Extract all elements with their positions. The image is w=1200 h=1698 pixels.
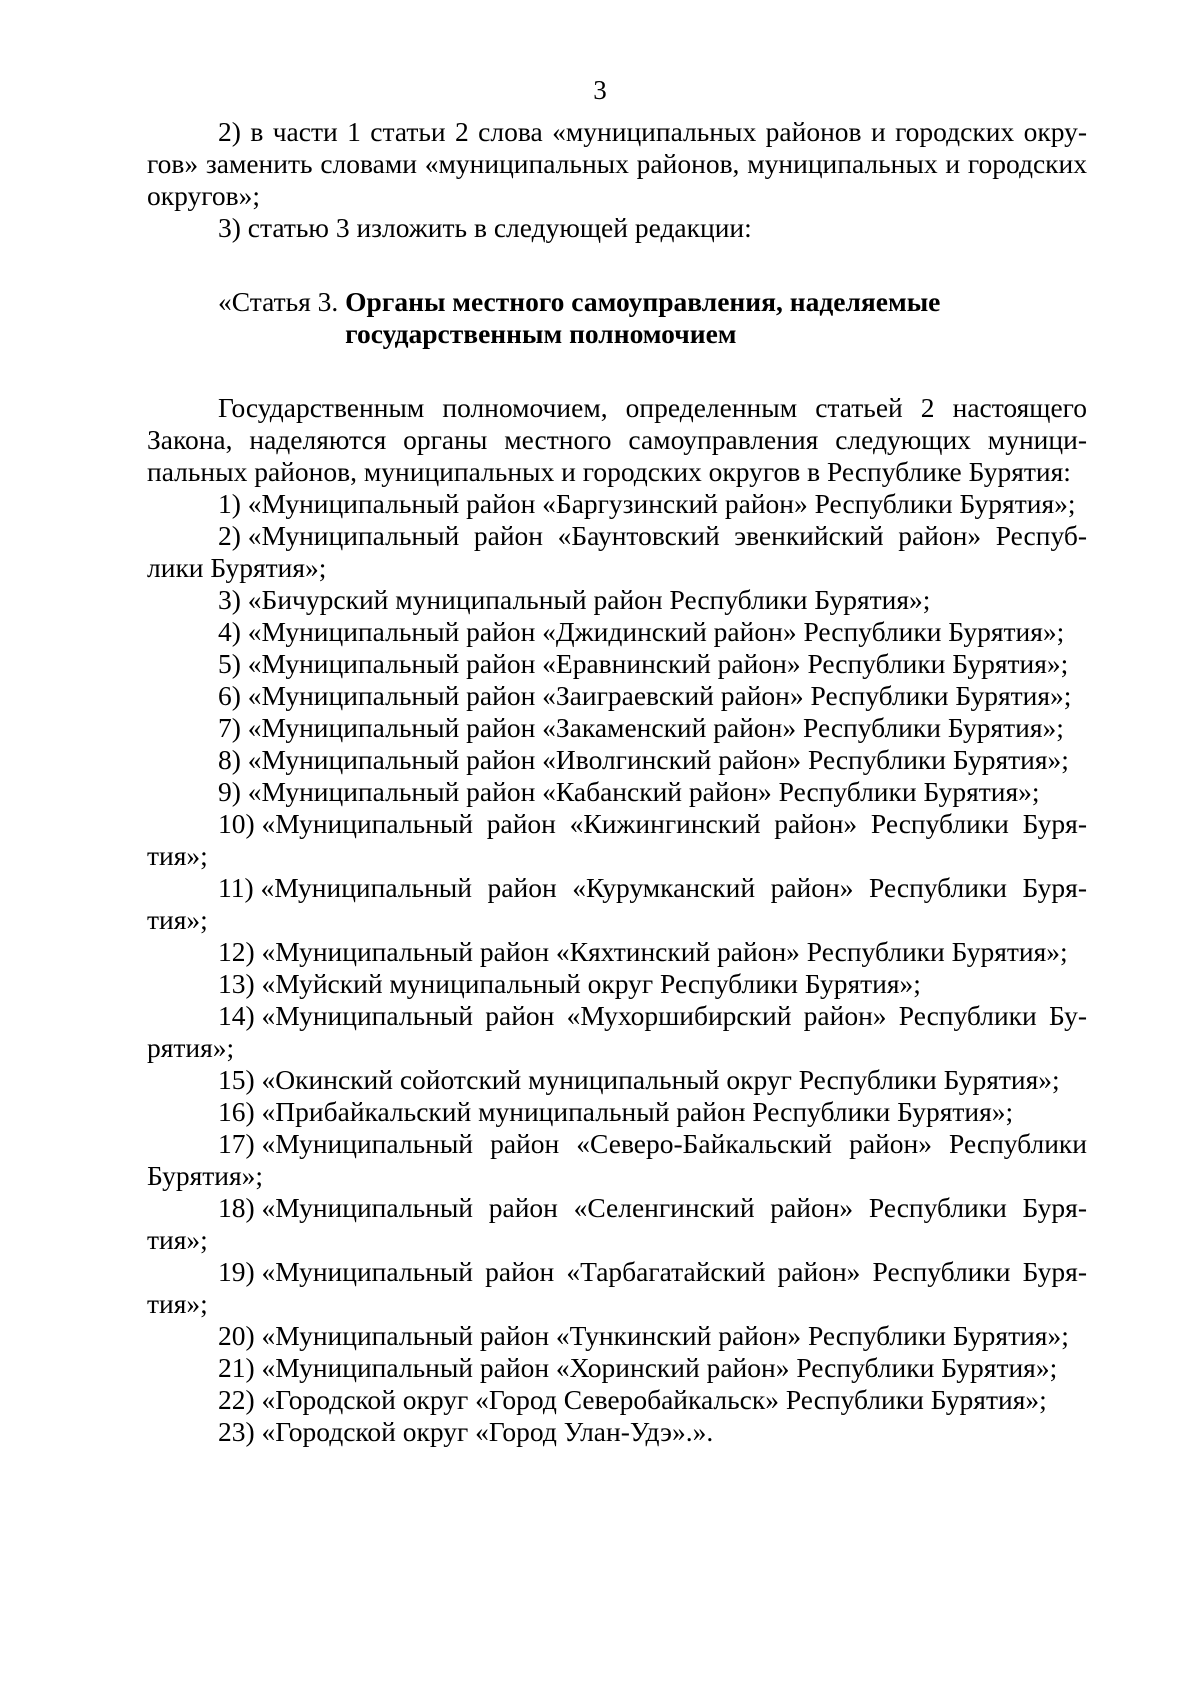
list-item-number: 10)	[218, 808, 255, 839]
list-item-number: 1)	[218, 488, 241, 519]
article-title: Органы местного самоуправления, наделяемые государственным полномочием	[345, 286, 941, 349]
list-item-number: 15)	[218, 1064, 255, 1095]
list-item	[147, 680, 1087, 712]
list-item-text: «Муниципальный район «Закаменский район» Республики Бурятия»;	[247, 712, 1064, 743]
list-item	[147, 1000, 1087, 1064]
list-item-number: 21)	[218, 1352, 255, 1383]
list-item	[147, 1416, 1087, 1448]
list-item-text: «Муниципальный район «Баргузинский район» Республики Бурятия»;	[247, 488, 1076, 519]
list-item-text: «Муниципальный район «Северо-Байкальский район» Республики Бурятия»;	[147, 1128, 1087, 1191]
list-item-text: «Муниципальный район «Иволгинский район» Республики Бурятия»;	[247, 744, 1069, 775]
list-item-number: 22)	[218, 1384, 255, 1415]
list-item-text: «Бичурский муниципальный район Республики Бурятия»;	[247, 584, 931, 615]
list-item-text: «Муниципальный район «Джидинский район» Республики Бурятия»;	[247, 616, 1065, 647]
list-item-text: «Окинский сойотский муниципальный округ Республики Бурятия»;	[261, 1064, 1060, 1095]
list-item-text: «Городской округ «Город Улан-Удэ».».	[261, 1416, 714, 1447]
list-item	[147, 1320, 1087, 1352]
list-item	[147, 712, 1087, 744]
list-item	[147, 616, 1087, 648]
list-item-text: «Муниципальный район «Кижингинский район» Республики Бурятия»;	[147, 808, 1087, 871]
list-item	[147, 968, 1087, 1000]
list-item	[147, 584, 1087, 616]
list-item-text: «Муниципальный район «Тарбагатайский район» Республики Бурятия»;	[147, 1256, 1087, 1319]
list-item-text: «Муниципальный район «Еравнинский район» Республики Бурятия»;	[247, 648, 1069, 679]
list-item-text: «Муниципальный район «Баунтовский эвенкийский район» Республики Бурятия»;	[147, 520, 1087, 583]
list-item	[147, 1352, 1087, 1384]
municipality-list	[147, 488, 1087, 1448]
list-item-number: 19)	[218, 1256, 255, 1287]
list-item-text: «Муйский муниципальный округ Республики Бурятия»;	[261, 968, 921, 999]
list-item-text: «Муниципальный район «Селенгинский район» Республики Бурятия»;	[147, 1192, 1087, 1255]
list-item	[147, 808, 1087, 872]
list-item-text: «Муниципальный район «Заиграевский район» Республики Бурятия»;	[247, 680, 1072, 711]
list-item-number: 8)	[218, 744, 241, 775]
article-heading	[218, 286, 1087, 350]
list-item-number: 23)	[218, 1416, 255, 1447]
list-item	[147, 488, 1087, 520]
paragraph-amendment-3: 3) статью 3 изложить в следующей редакции:	[218, 212, 752, 243]
list-item	[147, 1096, 1087, 1128]
list-item-number: 16)	[218, 1096, 255, 1127]
article-label: «Статья 3.	[218, 286, 346, 317]
list-item	[147, 1128, 1087, 1192]
list-item-text: «Муниципальный район «Хоринский район» Республики Бурятия»;	[261, 1352, 1058, 1383]
list-item-text: «Муниципальный район «Курумканский район» Республики Бурятия»;	[147, 872, 1087, 935]
list-item-number: 17)	[218, 1128, 255, 1159]
list-item-number: 14)	[218, 1000, 255, 1031]
list-item	[147, 872, 1087, 936]
list-item	[147, 1256, 1087, 1320]
list-item-number: 9)	[218, 776, 241, 807]
list-item-number: 11)	[218, 872, 254, 903]
list-item-text: «Прибайкальский муниципальный район Республики Бурятия»;	[261, 1096, 1014, 1127]
list-item-text: «Муниципальный район «Кабанский район» Республики Бурятия»;	[247, 776, 1040, 807]
list-item-number: 2)	[218, 520, 241, 551]
list-item-number: 4)	[218, 616, 241, 647]
list-item-text: «Городской округ «Город Северобайкальск» Республики Бурятия»;	[261, 1384, 1047, 1415]
list-item	[147, 744, 1087, 776]
list-item-number: 12)	[218, 936, 255, 967]
document-body	[147, 116, 1087, 1448]
list-item-number: 20)	[218, 1320, 255, 1351]
list-item	[147, 936, 1087, 968]
list-item-text: «Муниципальный район «Мухоршибирский район» Республики Бурятия»;	[147, 1000, 1087, 1063]
paragraph-amendment-2: 2) в части 1 статьи 2 слова «муниципальных районов и городских округов» заменить словами «муниципальных районов, муниципальных и городских округов»;	[147, 116, 1087, 211]
list-item-number: 13)	[218, 968, 255, 999]
list-item	[147, 1192, 1087, 1256]
list-item-text: «Муниципальный район «Тункинский район» Республики Бурятия»;	[261, 1320, 1069, 1351]
list-item	[147, 648, 1087, 680]
list-item	[147, 1384, 1087, 1416]
list-item-text: «Муниципальный район «Кяхтинский район» Республики Бурятия»;	[261, 936, 1068, 967]
list-item-number: 7)	[218, 712, 241, 743]
list-item-number: 6)	[218, 680, 241, 711]
list-item-number: 18)	[218, 1192, 255, 1223]
list-item-number: 5)	[218, 648, 241, 679]
list-item-number: 3)	[218, 584, 241, 615]
list-item	[147, 776, 1087, 808]
page-number: 3	[593, 75, 607, 105]
list-item	[147, 520, 1087, 584]
article-intro-paragraph: Государственным полномочием, определенным статьей 2 настоящего Закона, наделяются органы местного самоуправления следующих муниципальных районов, муниципальных и городских округов в Республике Бурятия:	[147, 392, 1087, 487]
list-item	[147, 1064, 1087, 1096]
